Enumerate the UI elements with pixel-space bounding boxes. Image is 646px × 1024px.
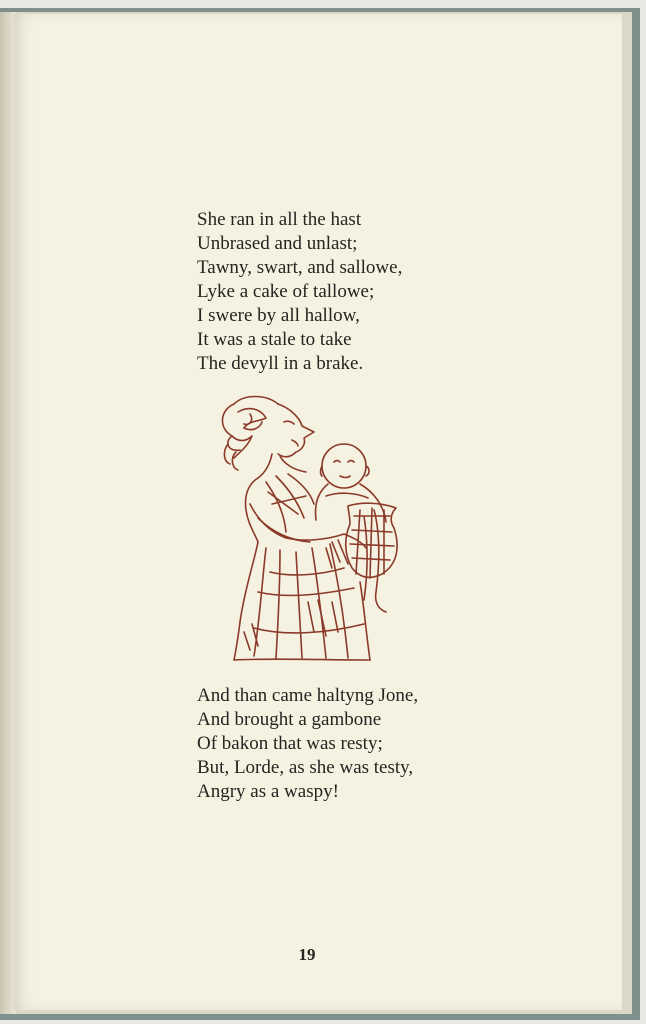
- verse-line: She ran in all the hast: [197, 209, 362, 230]
- verse-line: And than came haltyng Jone,: [197, 685, 419, 706]
- verse-line: Angry as a waspy!: [197, 781, 339, 802]
- verse-line: Unbrased and unlast;: [197, 233, 358, 254]
- page-number: 19: [298, 945, 316, 964]
- verse-line: I swere by all hallow,: [197, 305, 360, 326]
- verse-line: Lyke a cake of tallowe;: [197, 281, 375, 302]
- woman-carrying-child-icon: [214, 392, 404, 664]
- stanza-2: [197, 684, 418, 804]
- verse-line: Of bakon that was resty;: [197, 733, 383, 754]
- verse-line: The devyll in a brake.: [197, 353, 364, 374]
- verse-line: But, Lorde, as she was testy,: [197, 757, 414, 778]
- verse-line: It was a stale to take: [197, 329, 352, 350]
- verse-line: Tawny, swart, and sallowe,: [197, 257, 403, 278]
- verse-line: And brought a gambone: [197, 709, 382, 730]
- stanza-1: [197, 208, 402, 376]
